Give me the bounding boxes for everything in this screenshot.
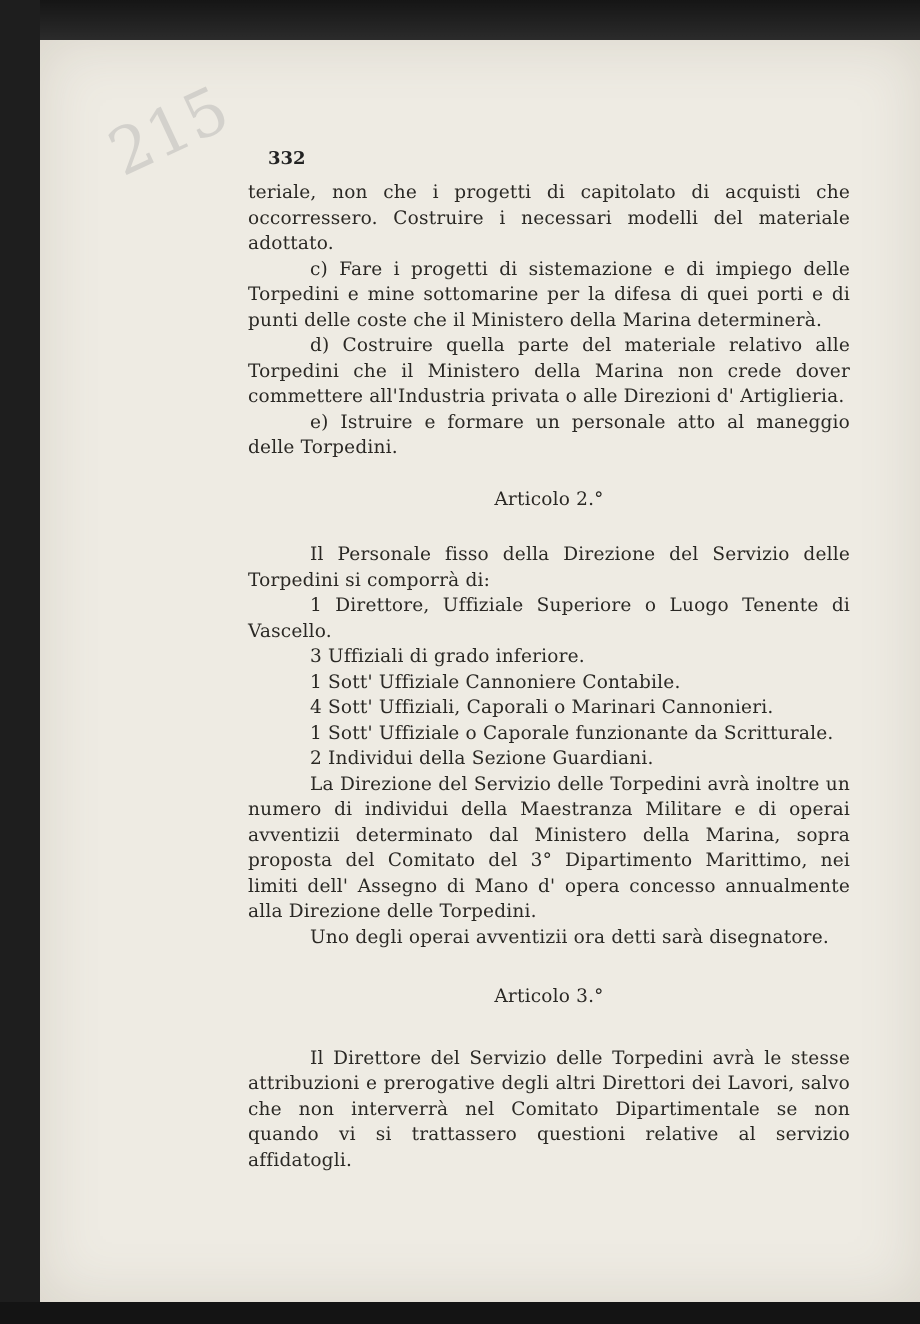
list-item-3: 1 Sott' Uffiziale Cannoniere Contabile. [310,671,681,693]
faded-stamp: 215 [98,72,241,192]
paragraph-item-c: c) Fare i progetti di sistemazione e di impiego delle Torpedini e mine sottomarine per la difesa di quei porti e di punti delle coste che il Ministero della Marina determinerà. [248,258,850,331]
paragraph-continuation: teriale, non che i progetti di capitolato di acquisti che occorressero. Costruire i necessari modelli del materiale adottato. [248,182,850,254]
list-item-2: 3 Uffiziali di grado inferiore. [310,646,585,667]
list-item-4: 4 Sott' Uffiziali, Caporali o Marinari Cannonieri. [310,697,774,718]
paragraph-item-e: e) Istruire e formare un personale atto al maneggio delle Torpedini. [248,411,850,458]
paragraph-item-d: d) Costruire quella parte del materiale relativo alle Torpedini che il Ministero della Marina non crede dover commettere all'Industria privata o alle Direzioni d' Artiglieria. [248,335,850,407]
list-item-5: 1 Sott' Uffiziale o Caporale funzionante da Scritturale. [310,722,834,744]
document-page [40,40,920,1302]
paragraph-disegnatore: Uno degli operai avventizii ora detti sarà disegnatore. [310,926,829,948]
page-number: 332 [268,148,306,169]
page-body [248,180,850,1173]
article-heading-2: Articolo 2.° [494,488,604,510]
scan-border-bottom [0,1302,920,1324]
paragraph-maestranza: La Direzione del Servizio delle Torpedini avrà inoltre un numero di individui della Maestranza Militare e di operai avventizii determinato dal Ministero della Marina, sopra proposta del Comitato del 3° Dipartimento Marittimo, nei limiti dell' Assegno di Mano d' opera concesso annualmente alla Direzione delle Torpedini. [248,773,850,922]
scan-border-left [0,0,40,1324]
paragraph-personnel-intro: Il Personale fisso della Direzione del Servizio delle Torpedini si comporrà di: [248,544,850,591]
list-item-1: 1 Direttore, Uffiziale Superiore o Luogo Tenente di Vascello. [248,595,850,642]
paragraph-direttore: Il Direttore del Servizio delle Torpedini avrà le stesse attribuzioni e prerogative degli altri Direttori dei Lavori, salvo che non interverrà nel Comitato Dipartimentale se non quando vi si trattassero questioni relative al servizio affidatogli. [248,1047,850,1171]
article-heading-3: Articolo 3.° [494,986,604,1007]
scan-border-top [0,0,920,40]
list-item-6: 2 Individui della Sezione Guardiani. [310,748,654,769]
